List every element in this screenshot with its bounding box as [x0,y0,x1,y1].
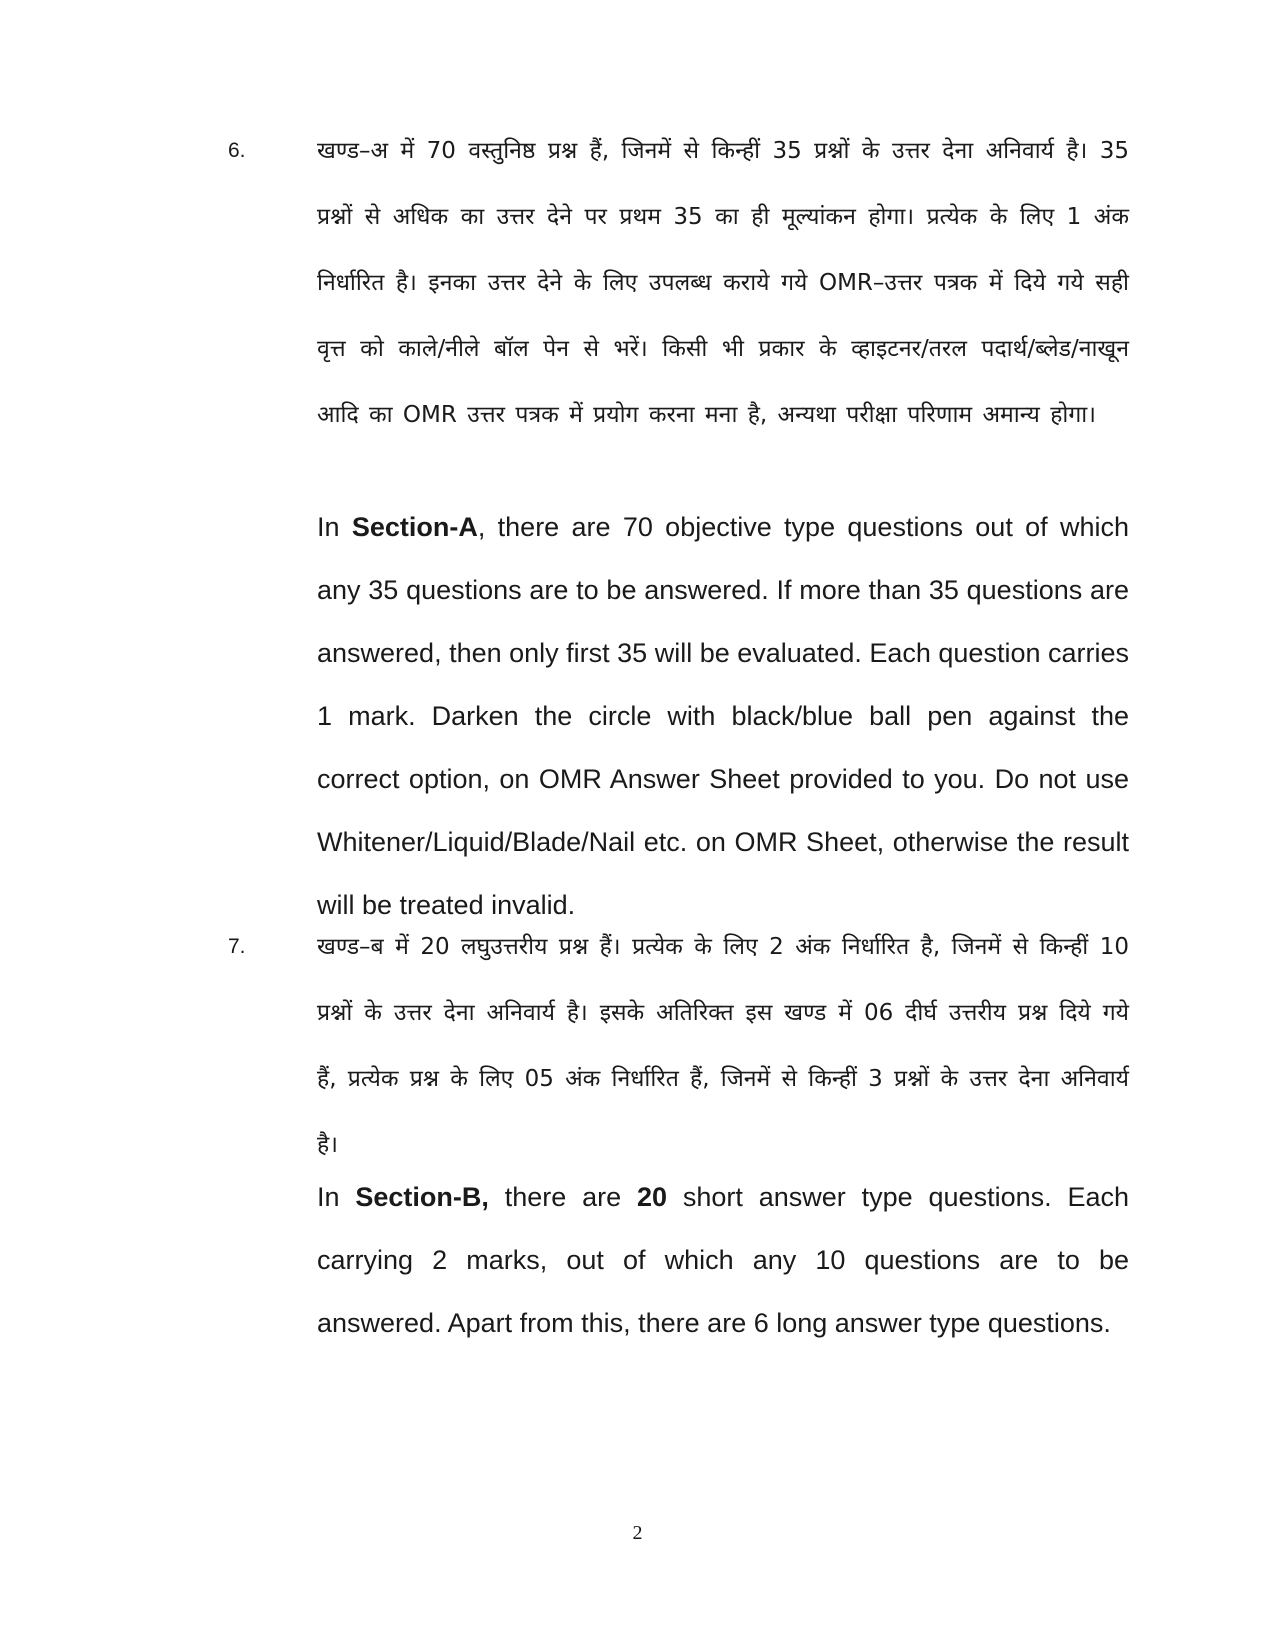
instruction-number: 7. [228,935,246,958]
english-rest: , there are 70 objective type questions out of which any 35 questions are to be answered. If more than 35 questions are answered, then only first 35 will be evaluated. Each question carries 1 mark. Darken the circle with black/blue ball pen against the correct option, on OMR Answer Sheet provided to you. Do not use Whitener/Liquid/Blade/Nail etc. on OMR Sheet, otherwise the result will be treated invalid. [317,512,1129,920]
section-label: Section-B, [355,1182,489,1212]
instruction-english-text [317,496,1129,937]
page-number: 2 [632,1522,643,1544]
question-count: 20 [637,1182,668,1212]
instruction-english-text [317,1166,1129,1355]
section-label: Section-A [351,512,478,542]
english-lead: In [317,512,352,542]
english-mid: there are [488,1182,637,1212]
english-rest: short answer type questions. Each carrying 2 marks, out of which any 10 questions are to be answered. Apart from this, there are 6 long answer type questions. [317,1182,1129,1338]
instruction-hindi-text: खण्ड–अ में 70 वस्तुनिष्ठ प्रश्न हैं, जिनमें से किन्हीं 35 प्रश्नों के उत्तर देना अनिवार्य है। 35 प्रश्नों से अधिक का उत्तर देने पर प्रथम 35 का ही मूल्यांकन होगा। प्रत्येक के लिए 1 अंक निर्धारित है। इनका उत्तर देने के लिए उपलब्ध कराये गये OMR–उत्तर पत्रक में दिये गये सही वृत्त को काले/नीले बॉल पेन से भरें। किसी भी प्रकार के व्हाइटनर/तरल पदार्थ/ब्लेड/नाखून आदि का OMR उत्तर पत्रक में प्रयोग करना मना है, अन्यथा परीक्षा परिणाम अमान्य होगा। [317,138,1129,428]
instruction-hindi-text: खण्ड–ब में 20 लघुउत्तरीय प्रश्न हैं। प्रत्येक के लिए 2 अंक निर्धारित है, जिनमें से किन्हीं 10 प्रश्नों के उत्तर देना अनिवार्य है। इसके अतिरिक्त इस खण्ड में 06 दीर्घ उत्तरीय प्रश्न दिये गये हैं, प्रत्येक प्रश्न के लिए 05 अंक निर्धारित हैं, जिनमें से किन्हीं 3 प्रश्नों के उत्तर देना अनिवार्य है। [317,934,1129,1158]
instruction-number: 6. [228,139,246,162]
english-lead: In [317,1182,356,1212]
